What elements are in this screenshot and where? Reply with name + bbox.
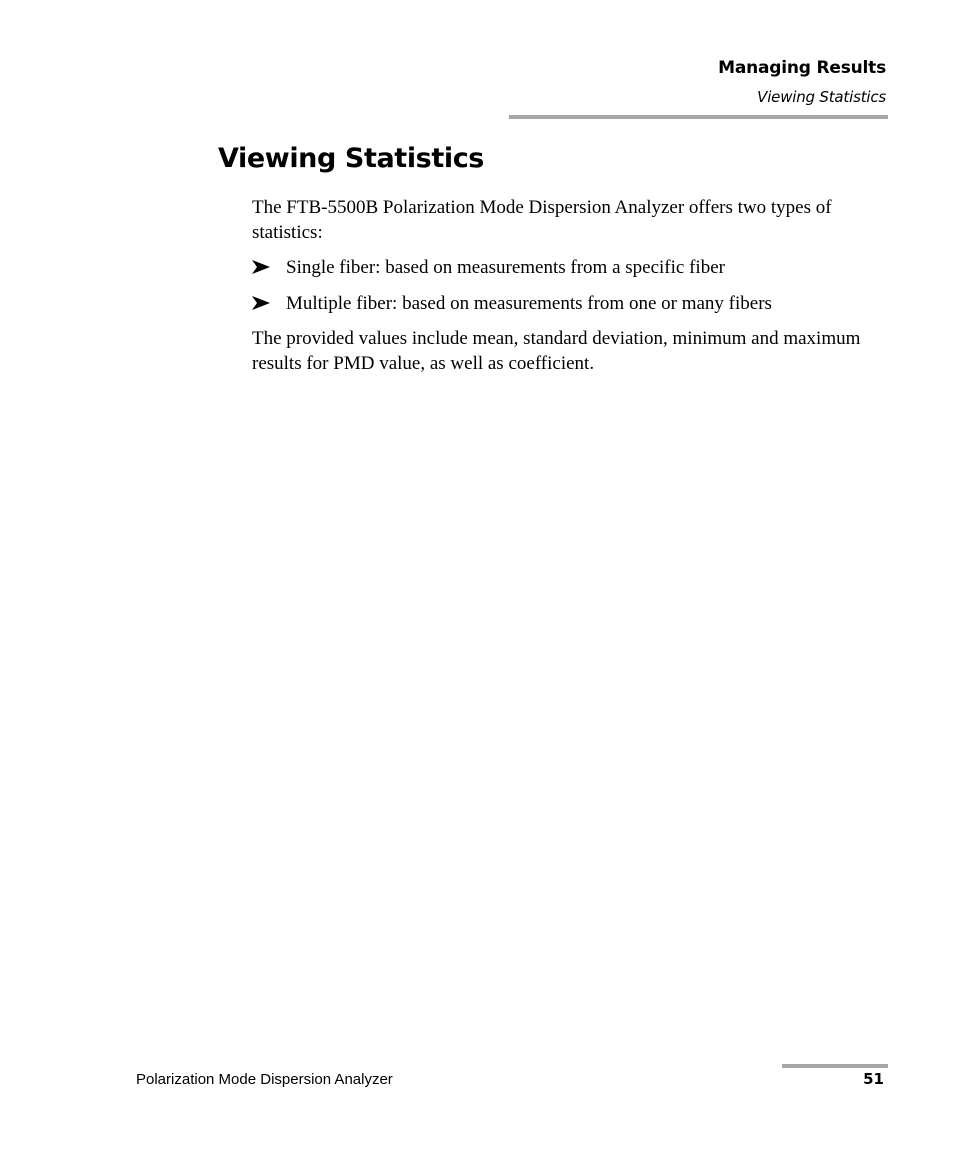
list-item [252, 255, 882, 291]
page-number: 51 [863, 1070, 884, 1088]
intro-paragraph: The FTB-5500B Polarization Mode Dispersion Analyzer offers two types of statistics: [252, 197, 832, 243]
arrowhead-bullet-icon [252, 296, 270, 310]
footer-divider [782, 1064, 888, 1068]
footer-manual-title: Polarization Mode Dispersion Analyzer [136, 1071, 393, 1088]
summary-paragraph: The provided values include mean, standard deviation, minimum and maximum results for PMD value, as well as coefficient. [252, 328, 861, 374]
header-divider [509, 115, 888, 119]
list-item-text: Multiple fiber: based on measurements from one or many fibers [286, 293, 772, 314]
header-chapter-title: Managing Results [718, 58, 886, 78]
statistics-type-list [252, 255, 882, 327]
page-title: Viewing Statistics [218, 143, 484, 174]
list-item-text: Single fiber: based on measurements from a specific fiber [286, 257, 725, 278]
header-section-title: Viewing Statistics [757, 88, 886, 106]
list-item [252, 291, 882, 327]
arrowhead-bullet-icon [252, 260, 270, 274]
